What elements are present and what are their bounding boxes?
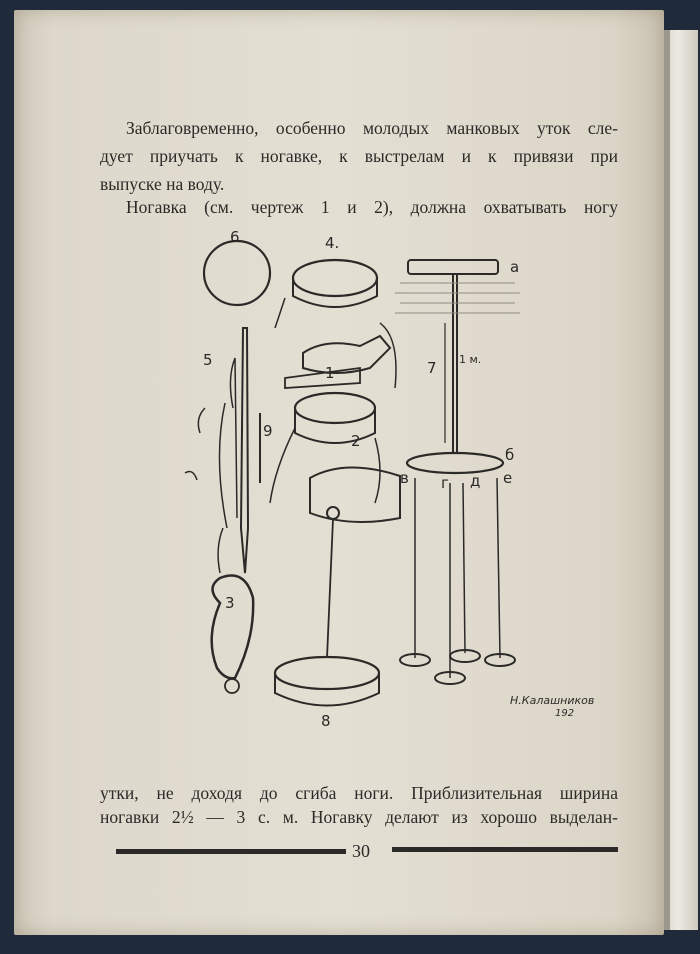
label-6: 6 <box>230 228 240 246</box>
label-3: 3 <box>225 594 235 612</box>
label-e: е <box>503 469 513 487</box>
label-a: a <box>510 258 520 276</box>
label-4: 4. <box>325 234 340 252</box>
weight-illustration <box>275 657 379 689</box>
label-5: 5 <box>203 351 213 369</box>
footer-rule-right <box>392 847 618 852</box>
next-page-edge <box>664 30 698 930</box>
stand-illustration <box>407 453 503 473</box>
text-line-4: Ногавка (см. чертеж 1 и 2), должна охватывать ногу <box>126 197 618 217</box>
label-7: 7 <box>427 359 437 377</box>
signature: Н.Калашников <box>510 694 595 707</box>
awl-illustration <box>241 328 248 573</box>
footer-rule-left <box>116 849 346 854</box>
label-9: 9 <box>263 422 273 440</box>
label-1m: 1 м. <box>459 353 482 366</box>
label-b: б <box>505 446 515 464</box>
book-binding <box>664 30 670 930</box>
label-v: в <box>400 469 409 487</box>
text-line-6: ногавки 2½ — 3 с. м. Ногавку делают из хорошо выделан- <box>100 807 618 827</box>
figure-drawing <box>175 228 630 733</box>
label-8: 8 <box>321 712 331 730</box>
disc-illustration <box>204 241 270 305</box>
label-2: 2 <box>351 432 361 450</box>
label-1: 1 <box>325 364 335 382</box>
text-line-3: выпуске на воду. <box>100 174 225 194</box>
label-d: д <box>470 472 481 490</box>
leg-band-illustration <box>303 336 390 373</box>
text-line-5: утки, не доходя до сгиба ноги. Приблизительная ширина <box>100 783 618 803</box>
label-g: г <box>441 474 449 492</box>
signature-year: 192 <box>555 708 575 719</box>
text-line-2: дует приучать к ногавке, к выстрелам и к привязи при <box>100 146 618 166</box>
page-number: 30 <box>352 841 370 861</box>
text-line-1: Заблаговременно, особенно молодых манковых уток сле- <box>126 118 618 138</box>
ring-illustration <box>212 576 254 679</box>
